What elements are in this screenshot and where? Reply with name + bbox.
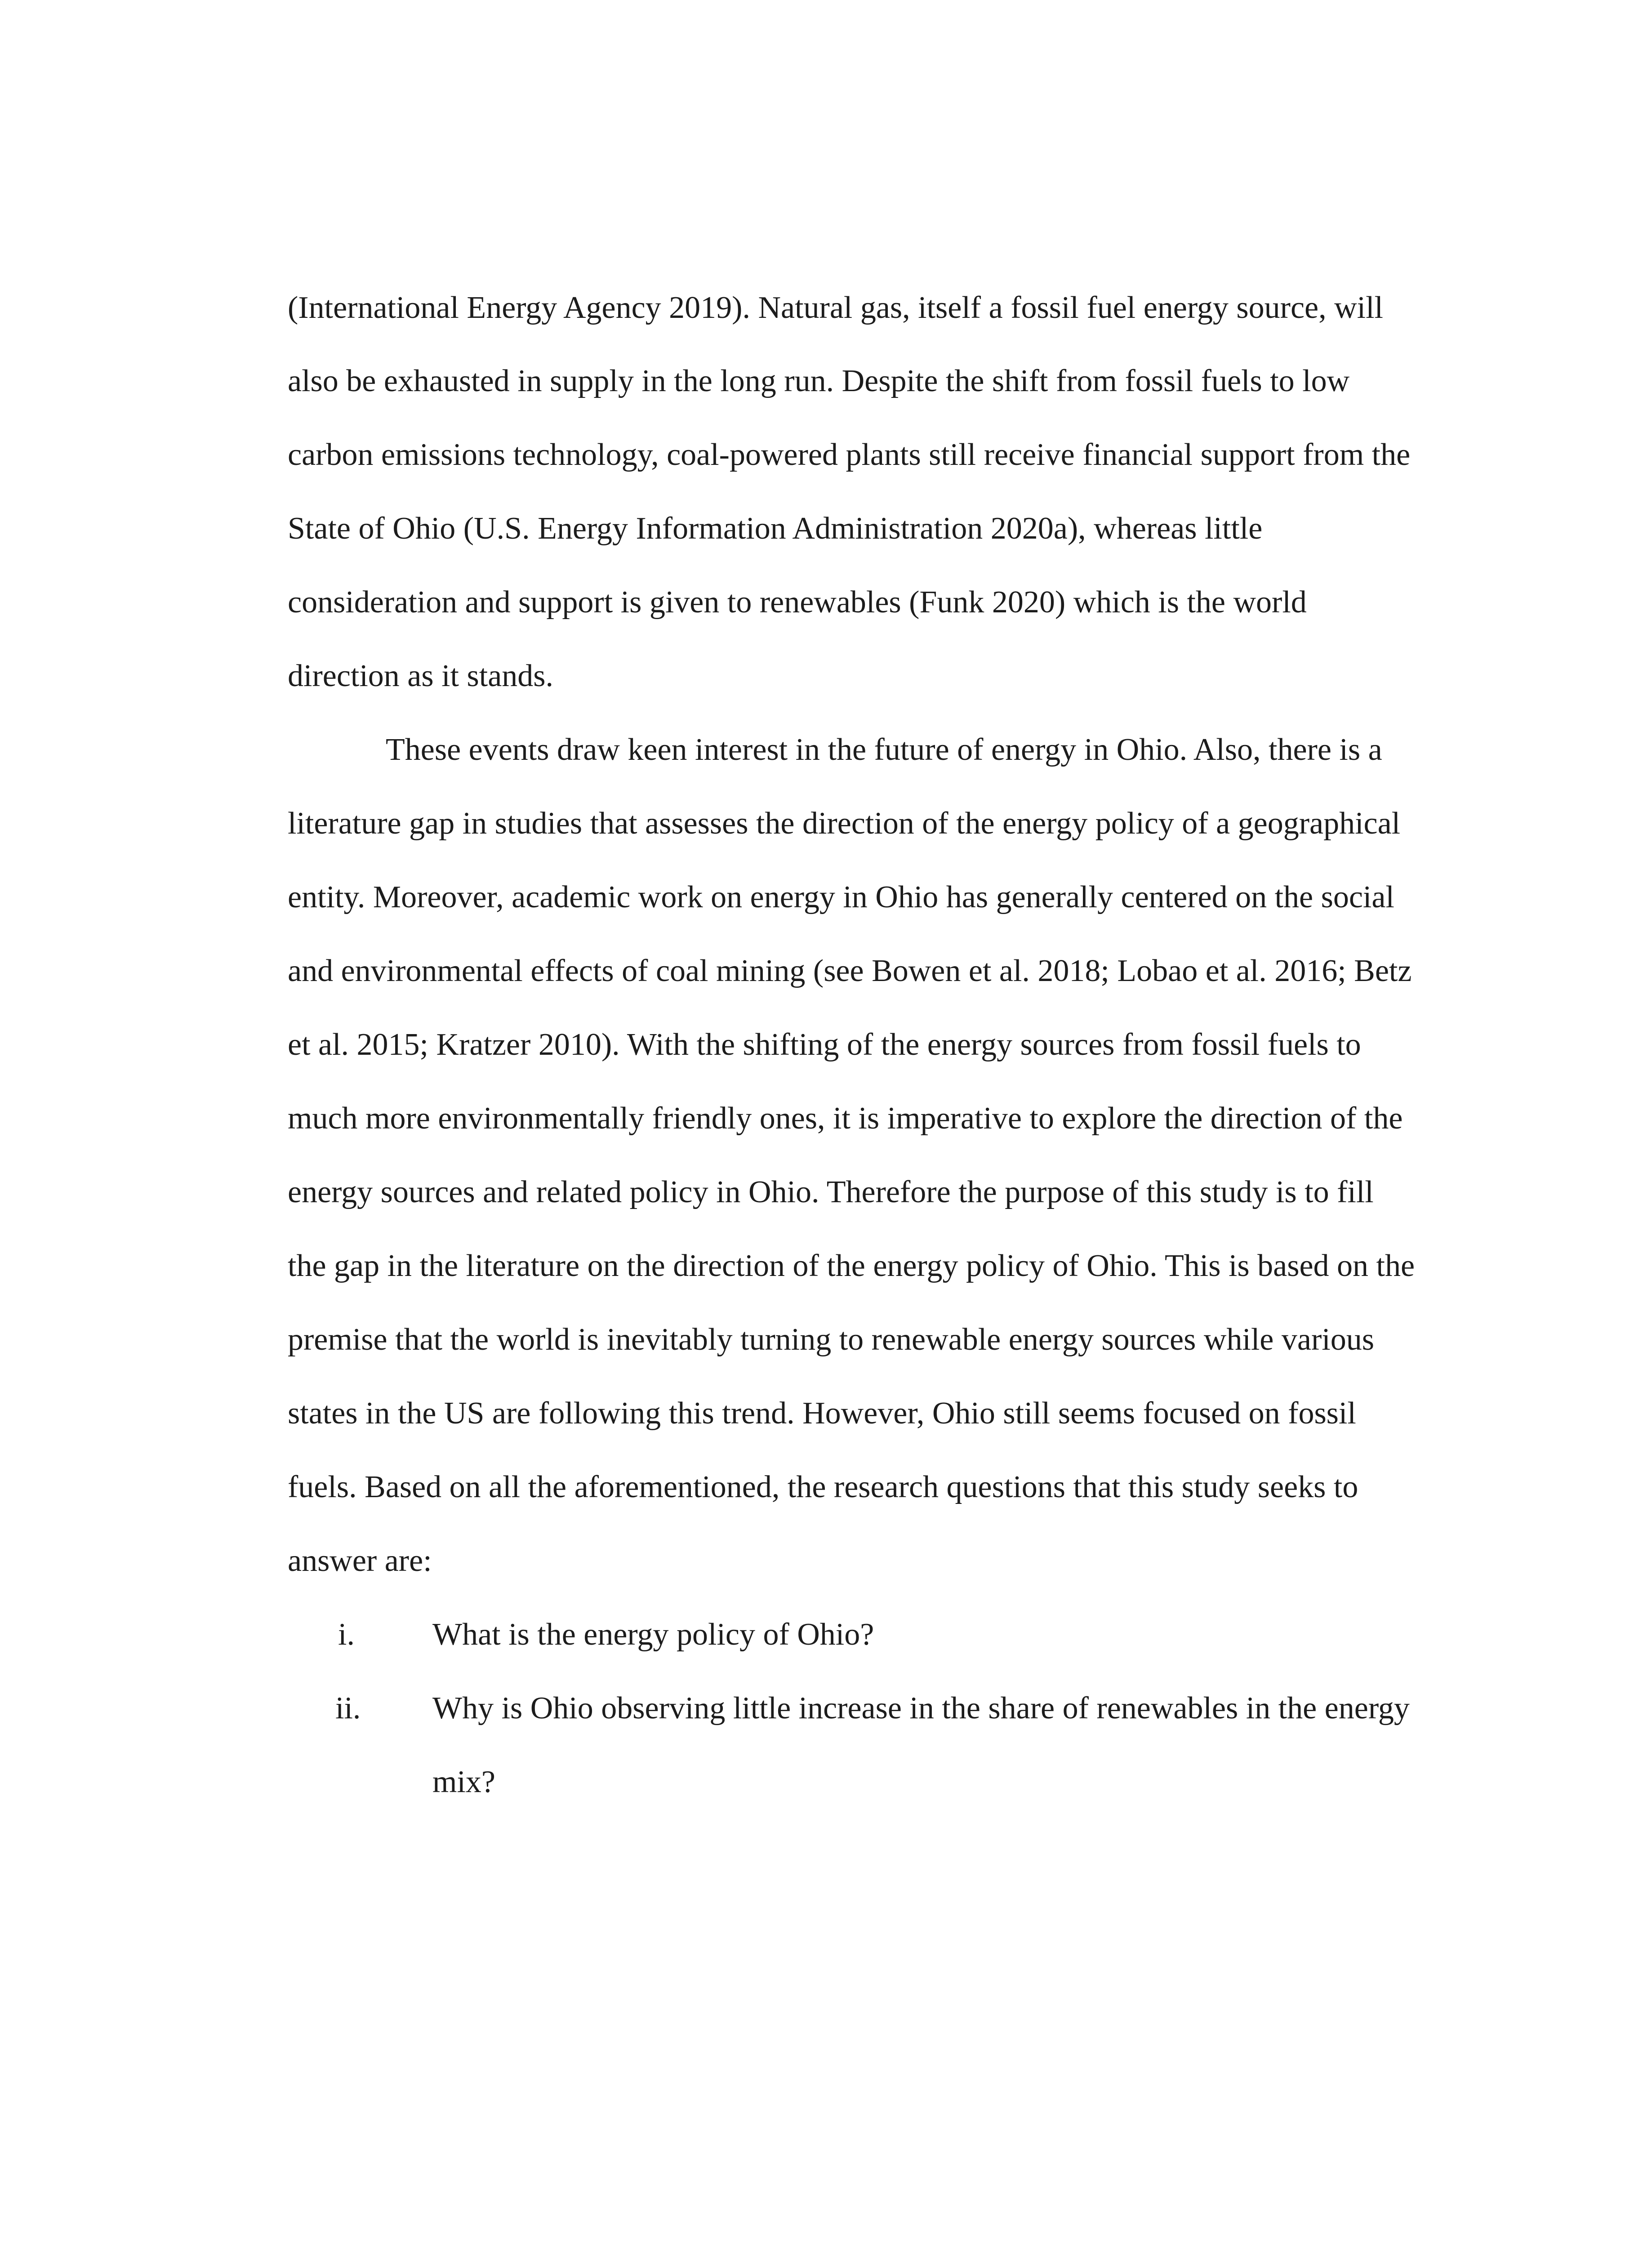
paragraph-line: answer are: (288, 1543, 432, 1578)
paragraph-line: and environmental effects of coal mining (see Bowen et al. 2018; Lobao et al. 2016; Betz (288, 954, 1412, 988)
paragraph-line: direction as it stands. (288, 659, 554, 693)
list-item-text: mix? (432, 1765, 495, 1799)
paragraph-line: fuels. Based on all the aforementioned, the research questions that this study seeks to (288, 1470, 1358, 1504)
list-item-text: What is the energy policy of Ohio? (432, 1617, 874, 1652)
paragraph-line: literature gap in studies that assesses the direction of the energy policy of a geographical (288, 806, 1401, 841)
paragraph-line: entity. Moreover, academic work on energy in Ohio has generally centered on the social (288, 880, 1394, 914)
list-item-text: Why is Ohio observing little increase in the share of renewables in the energy (432, 1691, 1410, 1726)
paragraph-line: carbon emissions technology, coal-powered plants still receive financial support from the (288, 437, 1411, 472)
paragraph-line: also be exhausted in supply in the long run. Despite the shift from fossil fuels to low (288, 364, 1350, 398)
paragraph-line: premise that the world is inevitably turning to renewable energy sources while various (288, 1322, 1374, 1357)
list-item-numeral: ii. (335, 1691, 361, 1726)
paragraph-line: (International Energy Agency 2019). Natural gas, itself a fossil fuel energy source, will (288, 290, 1383, 325)
paragraph-line: consideration and support is given to renewables (Funk 2020) which is the world (288, 585, 1307, 620)
paragraph-line: These events draw keen interest in the future of energy in Ohio. Also, there is a (386, 732, 1382, 767)
list-item-numeral: i. (338, 1617, 355, 1652)
paragraph-line: State of Ohio (U.S. Energy Information Administration 2020a), whereas little (288, 511, 1263, 546)
paragraph-line: the gap in the literature on the direction of the energy policy of Ohio. This is based on the (288, 1249, 1415, 1283)
paragraph-line: much more environmentally friendly ones, it is imperative to explore the direction of the (288, 1101, 1403, 1136)
paragraph-line: states in the US are following this trend. However, Ohio still seems focused on fossil (288, 1396, 1356, 1431)
paragraph-line: et al. 2015; Kratzer 2010). With the shifting of the energy sources from fossil fuels to (288, 1027, 1361, 1062)
paragraph-line: energy sources and related policy in Ohio. Therefore the purpose of this study is to fill (288, 1175, 1374, 1209)
